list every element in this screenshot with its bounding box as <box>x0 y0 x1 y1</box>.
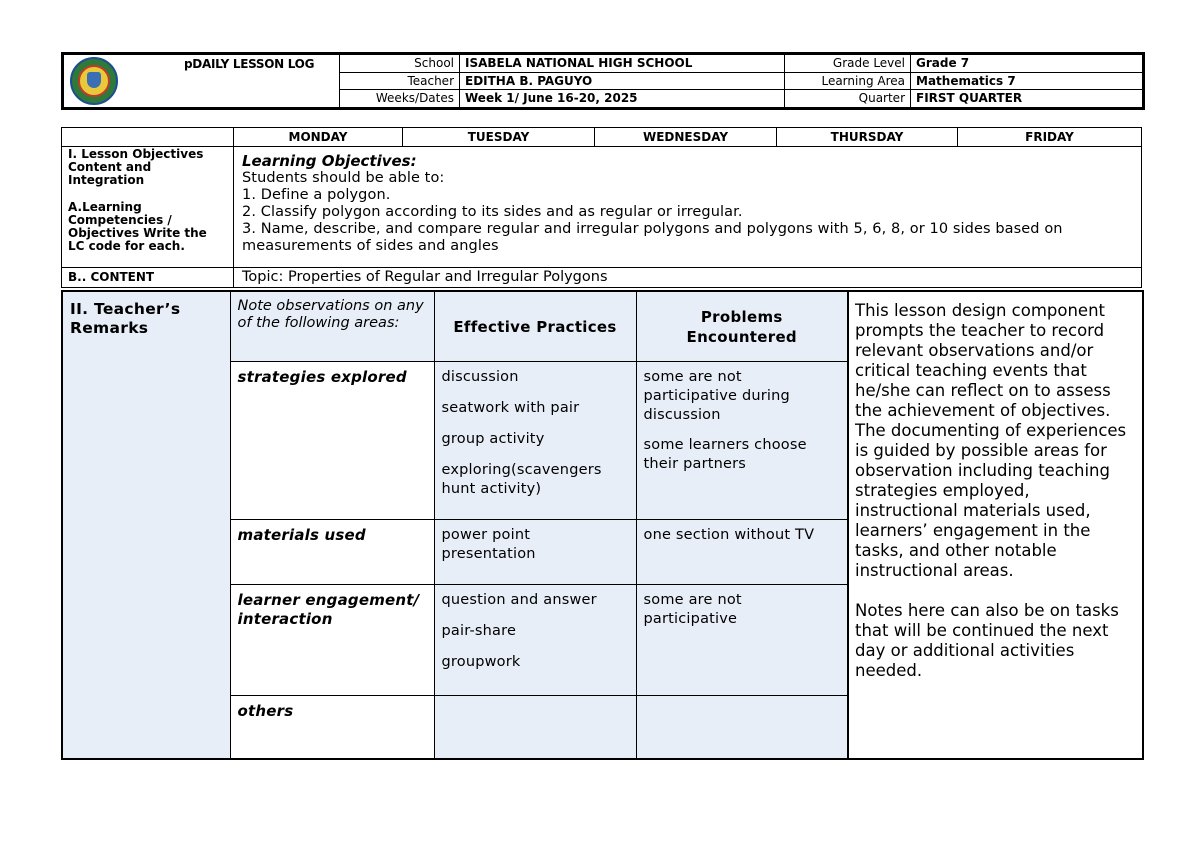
day-thursday: THURSDAY <box>777 128 958 147</box>
objectives-table <box>61 127 1142 288</box>
effective-materials-cell <box>434 520 636 585</box>
problems-encountered-header: Problems Encountered <box>636 291 848 362</box>
learning-objectives-heading: Learning Objectives: <box>242 152 417 170</box>
teacher-value: EDITHA B. PAGUYO <box>460 72 785 90</box>
day-tuesday: TUESDAY <box>403 128 595 147</box>
school-label: School <box>340 54 460 73</box>
problems-strategies-cell <box>636 362 848 520</box>
day-wednesday: WEDNESDAY <box>595 128 777 147</box>
quarter-value: FIRST QUARTER <box>911 90 1144 109</box>
list-item: some learners choose their partners <box>643 437 807 472</box>
effective-others-cell <box>434 696 636 760</box>
learning-area-label: Learning Area <box>785 72 911 90</box>
problems-materials-cell <box>636 520 848 585</box>
list-item: groupwork <box>441 654 521 670</box>
objective-line: 1. Define a polygon. <box>242 187 391 203</box>
school-value: ISABELA NATIONAL HIGH SCHOOL <box>460 54 785 73</box>
teacher-label: Teacher <box>340 72 460 90</box>
observation-note: Note observations on any of the following areas: <box>230 291 434 362</box>
objective-line: Students should be able to: <box>242 170 445 186</box>
school-seal-icon <box>70 57 118 105</box>
list-item: exploring(scavengers hunt activity) <box>441 462 602 497</box>
area-strategies-explored: strategies explored <box>230 362 434 520</box>
weeks-dates-value: Week 1/ June 16-20, 2025 <box>460 90 785 109</box>
logo-cell <box>63 54 340 109</box>
grade-level-label: Grade Level <box>785 54 911 73</box>
effective-strategies-cell <box>434 362 636 520</box>
day-monday: MONDAY <box>234 128 403 147</box>
list-item: some are not participative during discussion <box>643 369 790 423</box>
list-item: question and answer <box>441 592 597 608</box>
effective-practices-header: Effective Practices <box>434 291 636 362</box>
list-item: power point presentation <box>441 527 536 562</box>
description-paragraph: This lesson design component prompts the teacher to record relevant observations and/or critical teaching events that he/she can reflect on to assess the achievement of objectives. The documenting of experiences is guided by possible areas for observation including teaching strategies employed, instructional materials used, learners’ engagement in the tasks, and other notable instructional areas. <box>855 301 1127 580</box>
topic-cell: Topic: Properties of Regular and Irregular Polygons <box>234 268 1142 288</box>
day-friday: FRIDAY <box>958 128 1142 147</box>
area-learner-engagement: learner engagement/ interaction <box>230 585 434 696</box>
document-title: pDAILY LESSON LOG <box>184 57 315 71</box>
quarter-label: Quarter <box>785 90 911 109</box>
grade-level-value: Grade 7 <box>911 54 1144 73</box>
objective-line: 3. Name, describe, and compare regular and irregular polygons and polygons with 5, 6, 8, or 10 sides based on measurements of sides and angles <box>242 221 1063 254</box>
weeks-dates-label: Weeks/Dates <box>340 90 460 109</box>
learning-objectives-cell <box>234 147 1142 268</box>
list-item: discussion <box>441 369 519 385</box>
learning-competencies-label: A.Learning Competencies / Objectives Write the LC code for each. <box>68 200 207 253</box>
content-label: B.. CONTENT <box>62 268 234 288</box>
list-item: one section without TV <box>643 527 815 543</box>
header-table <box>61 52 1145 110</box>
list-item: seatwork with pair <box>441 400 580 416</box>
problems-others-cell <box>636 696 848 760</box>
area-others: others <box>230 696 434 760</box>
objectives-side-label <box>62 147 234 268</box>
corner-cell <box>62 128 234 147</box>
list-item: pair-share <box>441 623 517 639</box>
learning-area-value: Mathematics 7 <box>911 72 1144 90</box>
area-materials-used: materials used <box>230 520 434 585</box>
effective-engagement-cell <box>434 585 636 696</box>
teacher-remarks-table <box>61 290 1144 760</box>
remarks-description <box>848 291 1143 759</box>
description-paragraph: Notes here can also be on tasks that will be continued the next day or additional activities needed. <box>855 601 1119 680</box>
problems-engagement-cell <box>636 585 848 696</box>
objective-line: 2. Classify polygon according to its sides and as regular or irregular. <box>242 204 743 220</box>
teacher-remarks-label: II. Teacher’s Remarks <box>62 291 230 759</box>
lesson-objectives-label: I. Lesson Objectives Content and Integration <box>68 147 204 187</box>
list-item: group activity <box>441 431 545 447</box>
list-item: some are not participative <box>643 592 742 627</box>
